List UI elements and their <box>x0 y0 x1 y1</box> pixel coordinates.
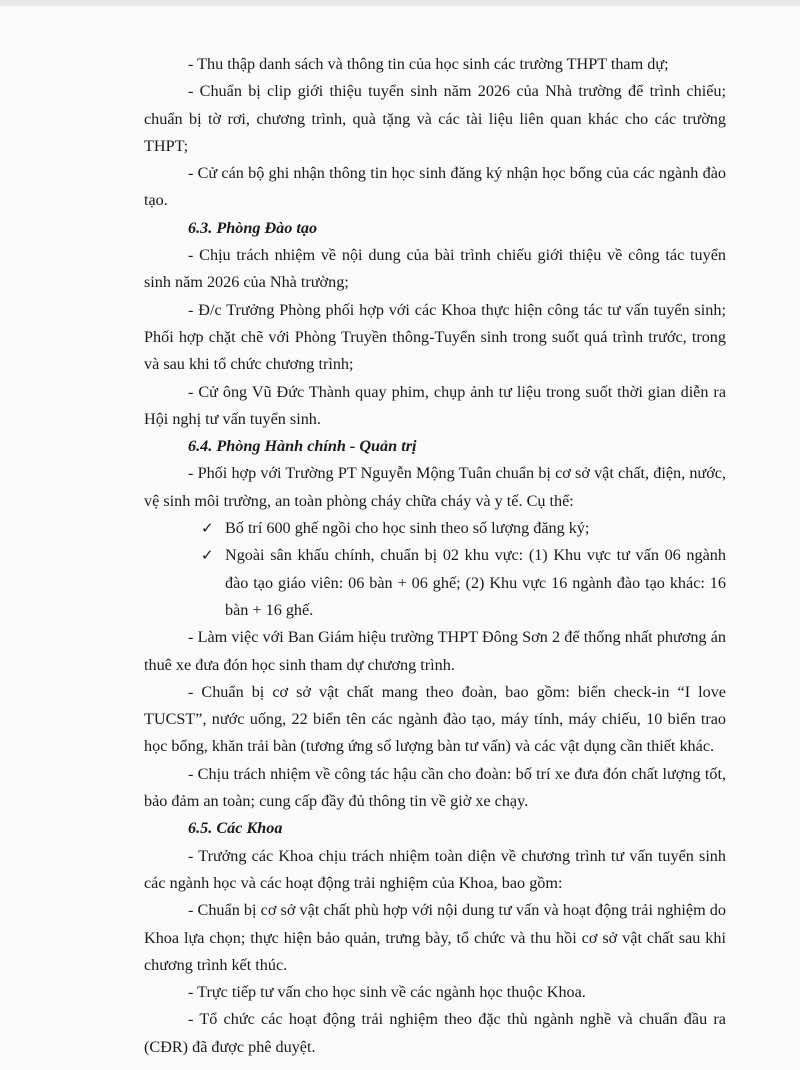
paragraph: - Chuẩn bị clip giới thiệu tuyển sinh năm 2026 của Nhà trường để trình chiếu; chuẩn bị tờ rơi, chương trình, quà tặng và các tài liệu liên quan khác cho các trường THPT; <box>144 82 726 155</box>
section-heading: 6.3. Phòng Đào tạo <box>188 218 318 237</box>
paragraph: - Trưởng các Khoa chịu trách nhiệm toàn diện về chương trình tư vấn tuyển sinh các ngành học và các hoạt động trải nghiệm của Khoa, bao gồm: <box>144 846 726 892</box>
checklist-text: Ngoài sân khấu chính, chuẩn bị 02 khu vực: (1) Khu vực tư vấn 06 ngành đào tạo giáo viên: 06 bàn + 06 ghế; (2) Khu vực 16 ngành đào tạo khác: 16 bàn + 16 ghế. <box>225 546 726 619</box>
paragraph: - Đ/c Trưởng Phòng phối hợp với các Khoa thực hiện công tác tư vấn tuyển sinh; Phối hợp chặt chẽ với Phòng Truyền thông-Tuyển sinh trong suốt quá trình trước, trong và sau khi tổ chức chương trình; <box>144 300 726 374</box>
paragraph: - Chịu trách nhiệm về nội dung của bài trình chiếu giới thiệu về công tác tuyển sinh năm 2026 của Nhà trường; <box>144 246 726 292</box>
checklist-item <box>144 515 726 542</box>
section-heading: 6.5. Các Khoa <box>188 819 283 838</box>
check-mark-icon: ✓ <box>201 519 214 538</box>
check-mark-icon: ✓ <box>201 546 214 565</box>
checklist-item <box>144 542 726 624</box>
paragraph: - Chịu trách nhiệm về công tác hậu cần cho đoàn: bố trí xe đưa đón chất lượng tốt, bảo đảm an toàn; cung cấp đầy đủ thông tin về giờ xe chạy. <box>144 764 726 811</box>
paragraph: - Tổ chức các hoạt động trải nghiệm theo đặc thù ngành nghề và chuẩn đầu ra (CĐR) đã được phê duyệt. <box>144 1010 726 1056</box>
paragraph: - Trực tiếp tư vấn cho học sinh về các ngành học thuộc Khoa. <box>188 983 586 1002</box>
paragraph: - Chuẩn bị cơ sở vật chất phù hợp với nội dung tư vấn và hoạt động trải nghiệm do Khoa lựa chọn; thực hiện bảo quản, trưng bày, tổ chức và thu hồi cơ sở vật chất sau khi chương trình kết thúc. <box>144 901 726 974</box>
paragraph: - Cử ông Vũ Đức Thành quay phim, chụp ảnh tư liệu trong suốt thời gian diễn ra Hội nghị tư vấn tuyển sinh. <box>144 382 726 428</box>
paragraph: - Làm việc với Ban Giám hiệu trường THPT Đông Sơn 2 để thống nhất phương án thuê xe đưa đón học sinh tham dự chương trình. <box>144 628 726 674</box>
checklist-text: Bố trí 600 ghế ngồi cho học sinh theo số lượng đăng ký; <box>225 519 590 538</box>
paragraph: - Chuẩn bị cơ sở vật chất mang theo đoàn, bao gồm: biển check-in “I love TUCST”, nước uống, 22 biển tên các ngành đào tạo, máy tính, máy chiếu, 10 biển trao học bổng, khăn trải bàn (tương ứng số lượng bàn tư vấn) và các vật dụng cần thiết khác. <box>144 682 726 756</box>
paragraph: - Thu thập danh sách và thông tin của học sinh các trường THPT tham dự; <box>188 55 669 73</box>
section-heading: 6.4. Phòng Hành chính - Quản trị <box>188 437 417 456</box>
document-body <box>144 51 726 1061</box>
paragraph: - Cử cán bộ ghi nhận thông tin học sinh đăng ký nhận học bổng của các ngành đào tạo. <box>144 164 726 210</box>
document-page <box>0 6 800 1070</box>
paragraph: - Phối hợp với Trường PT Nguyễn Mộng Tuân chuẩn bị cơ sở vật chất, điện, nước, vệ sinh môi trường, an toàn phòng cháy chữa cháy và y tế. Cụ thể: <box>144 464 726 510</box>
